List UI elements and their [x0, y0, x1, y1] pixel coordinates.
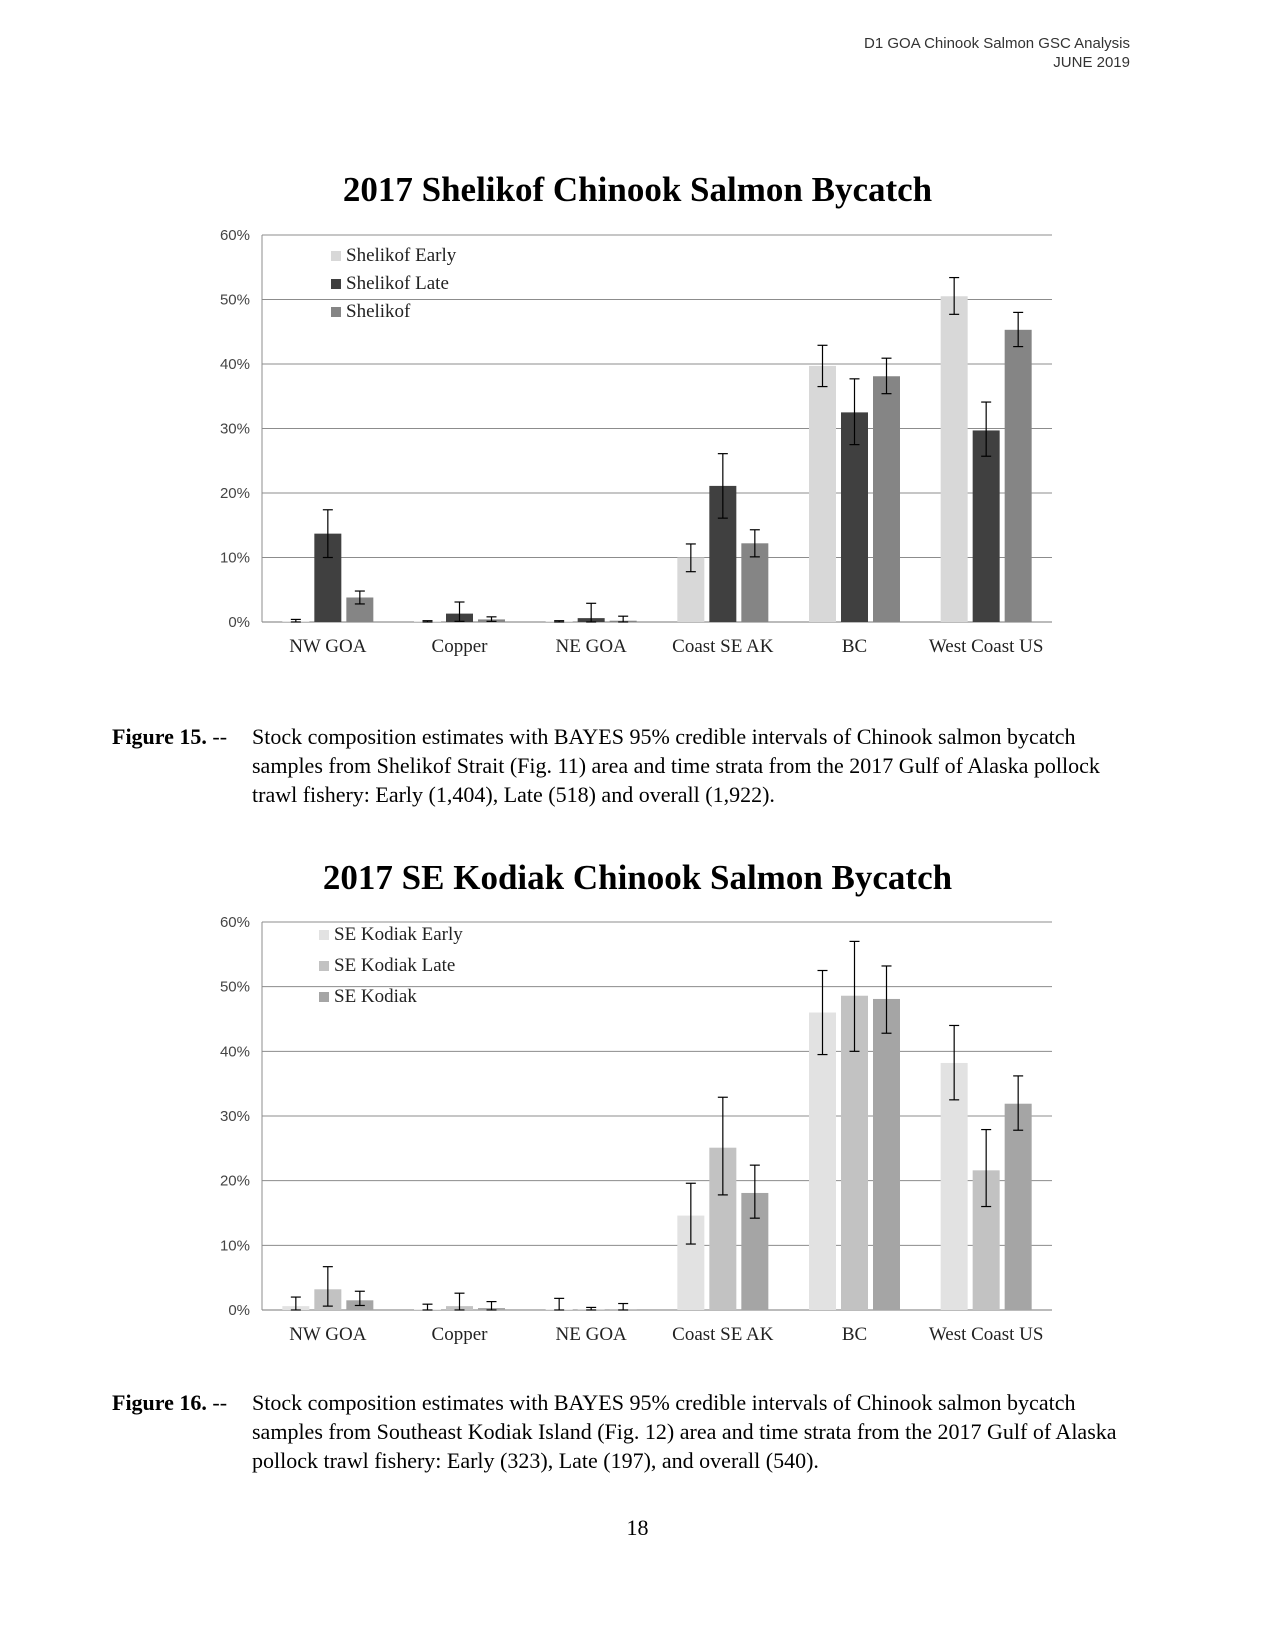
legend-label: SE Kodiak Early [334, 924, 463, 945]
header-date: JUNE 2019 [1053, 54, 1130, 71]
y-tick-label: 30% [219, 420, 250, 438]
legend-swatch [319, 992, 329, 1002]
bar [1005, 1104, 1032, 1310]
x-tick-label: BC [841, 1324, 868, 1345]
legend-label: Shelikof [346, 301, 411, 322]
legend-label: Shelikof Late [346, 273, 449, 294]
x-tick-label: West Coast US [928, 636, 1044, 657]
y-tick-label: 60% [219, 914, 250, 931]
y-tick-label: 40% [219, 1043, 250, 1061]
x-tick-label: NW GOA [289, 1324, 367, 1345]
y-tick-label: 10% [219, 549, 250, 567]
figure-16-caption [112, 1388, 1122, 1475]
x-tick-label: NE GOA [555, 1324, 627, 1345]
chart-1-title: 2017 Shelikof Chinook Salmon Bycatch [342, 170, 933, 209]
y-tick-label: 50% [219, 978, 250, 996]
x-tick-label: Copper [431, 636, 488, 657]
x-tick-label: Copper [431, 1324, 488, 1345]
y-tick-label: 0% [228, 1302, 250, 1319]
figure-15-label: Figure 15. -- [112, 724, 228, 749]
y-tick-label: 60% [219, 227, 250, 244]
y-tick-label: 20% [219, 485, 250, 502]
bar [873, 999, 900, 1310]
figure-15-text: Stock composition estimates with BAYES 95% credible intervals of Chinook salmon bycatch samples from Shelikof Strait (Fig. 11) area and time strata from the 2017 Gulf of Alaska pollock trawl fishery: Early (1,404), Late (518) and overall (1,922). [252, 724, 1100, 807]
legend-swatch [319, 961, 329, 971]
legend-label: SE Kodiak Late [334, 955, 456, 976]
x-tick-label: Coast SE AK [672, 636, 774, 657]
x-tick-label: BC [841, 636, 868, 657]
figure-16-text: Stock composition estimates with BAYES 95% credible intervals of Chinook salmon bycatch samples from Southeast Kodiak Island (Fig. 12) area and time strata from the 2017 Gulf of Alaska pollock trawl fishery: Early (323), Late (197), and overall (540). [252, 1390, 1117, 1473]
legend-label: Shelikof Early [346, 245, 457, 266]
page-number: 18 [626, 1515, 649, 1540]
y-tick-label: 50% [219, 291, 250, 309]
x-tick-label: West Coast US [928, 1324, 1044, 1345]
figure-16-label: Figure 16. -- [112, 1390, 228, 1415]
header-title: D1 GOA Chinook Salmon GSC Analysis [864, 35, 1130, 52]
y-tick-label: 30% [219, 1108, 250, 1125]
x-tick-label: NW GOA [289, 636, 367, 657]
x-tick-label: NE GOA [555, 636, 627, 657]
legend-label: SE Kodiak [334, 986, 417, 1007]
chart-2-title: 2017 SE Kodiak Chinook Salmon Bycatch [322, 858, 953, 897]
y-tick-label: 20% [219, 1172, 250, 1190]
y-tick-label: 40% [219, 356, 250, 373]
y-tick-label: 10% [219, 1237, 250, 1255]
legend-swatch [319, 930, 329, 940]
bar [809, 1013, 836, 1310]
x-tick-label: Coast SE AK [672, 1324, 774, 1345]
y-tick-label: 0% [228, 614, 250, 631]
